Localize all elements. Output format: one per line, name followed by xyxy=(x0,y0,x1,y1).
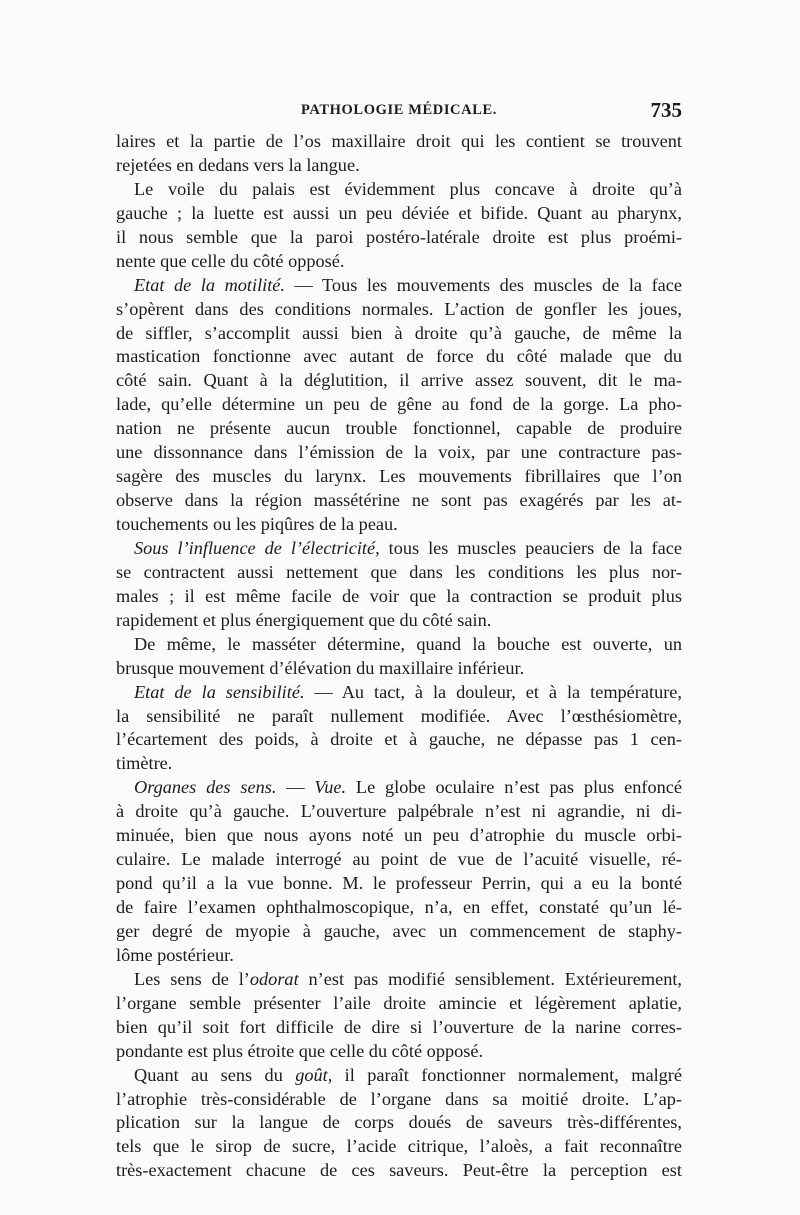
text-segment: lôme postérieur. xyxy=(116,944,234,965)
text-line xyxy=(116,1064,682,1088)
text-line xyxy=(116,202,682,226)
text-segment: laires et la partie de l’os maxillaire droit qui les contient se trouvent xyxy=(116,131,682,151)
text-line xyxy=(116,178,682,202)
text-segment: observe dans la région massétérine ne sont pas exagérés par les at- xyxy=(116,490,682,511)
text-line xyxy=(116,130,682,154)
text-segment: une dissonnance dans l’émission de la voix, par une contracture pas- xyxy=(116,442,682,463)
text-line xyxy=(116,992,682,1016)
text-line xyxy=(116,1040,682,1064)
italic-text: Etat de la sensibilité. xyxy=(134,681,305,702)
body-text xyxy=(116,130,682,1183)
text-line xyxy=(116,728,682,752)
text-segment: pondante est plus étroite que celle du côté opposé. xyxy=(116,1040,484,1061)
text-segment: De même, le masséter détermine, quand la bouche est ouverte, un xyxy=(134,633,682,654)
text-line xyxy=(116,250,682,274)
text-segment: n’est pas modifié sensiblement. Extérieurement, xyxy=(298,968,682,989)
text-segment: mastication fonctionne avec autant de force du côté malade que du xyxy=(116,346,682,367)
text-line xyxy=(116,896,682,920)
text-segment: minuée, bien que nous ayons noté un peu d’atrophie du muscle orbi- xyxy=(116,825,682,846)
text-line xyxy=(116,345,682,369)
text-line xyxy=(116,1088,682,1112)
text-line xyxy=(116,154,682,178)
text-line xyxy=(116,513,682,537)
text-line xyxy=(116,609,682,633)
text-segment: rapidement et plus énergiquement que du côté sain. xyxy=(116,609,492,630)
text-segment: timètre. xyxy=(116,753,173,774)
text-segment: l’atrophie très-considérable de l’organe dans sa moitié droite. L’ap- xyxy=(116,1088,682,1109)
text-line xyxy=(116,226,682,250)
text-segment: sagère des muscles du larynx. Les mouvements fibrillaires que l’on xyxy=(116,466,682,487)
text-segment: s’opèrent dans des conditions normales. L’action de gonfler les joues, xyxy=(116,298,682,319)
text-segment: la sensibilité ne paraît nullement modifiée. Avec l’œsthésiomètre, xyxy=(116,705,682,726)
italic-text: odorat xyxy=(249,968,299,989)
text-line xyxy=(116,369,682,393)
text-line xyxy=(116,705,682,729)
text-line xyxy=(116,824,682,848)
text-line xyxy=(116,681,682,705)
text-line xyxy=(116,776,682,800)
text-segment: culaire. Le malade interrogé au point de vue de l’acuité visuelle, ré- xyxy=(116,849,682,870)
text-segment: — Au tact, à la douleur, et à la température, xyxy=(304,681,682,702)
text-line xyxy=(116,1159,682,1183)
italic-text: Vue. xyxy=(314,777,347,798)
text-segment: — Tous les mouvements des muscles de la face xyxy=(285,274,682,295)
italic-text: Etat de la motilité. xyxy=(134,274,285,295)
text-segment: très-exactement chacune de ces saveurs. Peut-être la perception est xyxy=(116,1160,682,1181)
text-line xyxy=(116,848,682,872)
text-segment: nation ne présente aucun trouble fonctionnel, capable de produire xyxy=(116,418,682,439)
text-segment: se contractent aussi nettement que dans les conditions les plus nor- xyxy=(116,561,682,582)
text-line xyxy=(116,561,682,585)
text-segment: l’écartement des poids, à droite et à gauche, ne dépasse pas 1 cen- xyxy=(116,729,682,750)
italic-text: goût, xyxy=(295,1064,333,1085)
text-line xyxy=(116,417,682,441)
italic-text: Sous l’influence de l’électricité, xyxy=(134,537,380,558)
text-segment: nente que celle du côté opposé. xyxy=(116,250,345,271)
text-segment: à droite qu’à gauche. L’ouverture palpébrale n’est ni agrandie, ni di- xyxy=(116,801,682,822)
text-segment: il paraît fonctionner normalement, malgré xyxy=(332,1064,682,1085)
text-segment: ger degré de myopie à gauche, avec un commencement de staphy- xyxy=(116,920,682,941)
page-number: 735 xyxy=(650,98,682,122)
text-line xyxy=(116,800,682,824)
text-segment: rejetées en dedans vers la langue. xyxy=(116,154,360,175)
text-segment: touchements ou les piqûres de la peau. xyxy=(116,514,398,534)
text-segment: de faire l’examen ophthalmoscopique, n’a, en effet, constaté qu’un lé- xyxy=(116,897,682,917)
text-segment: plication sur la langue de corps doués de saveurs très-différentes, xyxy=(116,1112,682,1133)
text-segment: brusque mouvement d’élévation du maxillaire inférieur. xyxy=(116,657,525,678)
text-segment: Le voile du palais est évidemment plus concave à droite qu’à xyxy=(134,178,682,199)
text-segment: Le globe oculaire n’est pas plus enfoncé xyxy=(346,777,682,798)
text-line xyxy=(116,441,682,465)
text-segment: lade, qu’elle détermine un peu de gêne au fond de la gorge. La pho- xyxy=(116,394,682,415)
text-line xyxy=(116,274,682,298)
text-segment: bien qu’il soit fort difficile de dire si l’ouverture de la narine corres- xyxy=(116,1016,682,1037)
running-head: PATHOLOGIE MÉDICALE. xyxy=(301,102,497,118)
text-line xyxy=(116,585,682,609)
text-segment: gauche ; la luette est aussi un peu déviée et bifide. Quant au pharynx, xyxy=(116,202,682,223)
text-line xyxy=(116,657,682,681)
italic-text: Organes des sens. xyxy=(134,777,277,798)
text-line xyxy=(116,1111,682,1135)
text-segment: tous les muscles peauciers de la face xyxy=(379,537,682,558)
text-segment: de siffler, s’accomplit aussi bien à droite qu’à gauche, de même la xyxy=(116,322,682,343)
text-line xyxy=(116,633,682,657)
text-line xyxy=(116,537,682,561)
text-segment: l’organe semble présenter l’aile droite amincie et légèrement aplatie, xyxy=(116,992,682,1013)
text-segment: côté sain. Quant à la déglutition, il arrive assez souvent, dit le ma- xyxy=(116,370,682,391)
text-segment: — xyxy=(276,777,315,798)
text-line xyxy=(116,1016,682,1040)
text-segment: males ; il est même facile de voir que la contraction se produit plus xyxy=(116,585,682,606)
text-line xyxy=(116,465,682,489)
text-line xyxy=(116,1135,682,1159)
text-line xyxy=(116,393,682,417)
text-line xyxy=(116,489,682,513)
text-segment: il nous semble que la paroi postéro-latérale droite est plus proémi- xyxy=(116,226,682,247)
text-line xyxy=(116,752,682,776)
text-segment: Les sens de l’ xyxy=(134,968,250,989)
text-segment: tels que le sirop de sucre, l’acide citrique, l’aloès, a fait reconnaître xyxy=(116,1136,682,1157)
text-line xyxy=(116,298,682,322)
text-segment: pond qu’il a la vue bonne. M. le professeur Perrin, qui a eu la bonté xyxy=(116,873,682,894)
text-line xyxy=(116,920,682,944)
page-header xyxy=(116,98,682,124)
text-line xyxy=(116,968,682,992)
text-line xyxy=(116,322,682,346)
text-segment: Quant au sens du xyxy=(134,1064,296,1085)
text-line xyxy=(116,944,682,968)
text-line xyxy=(116,872,682,896)
